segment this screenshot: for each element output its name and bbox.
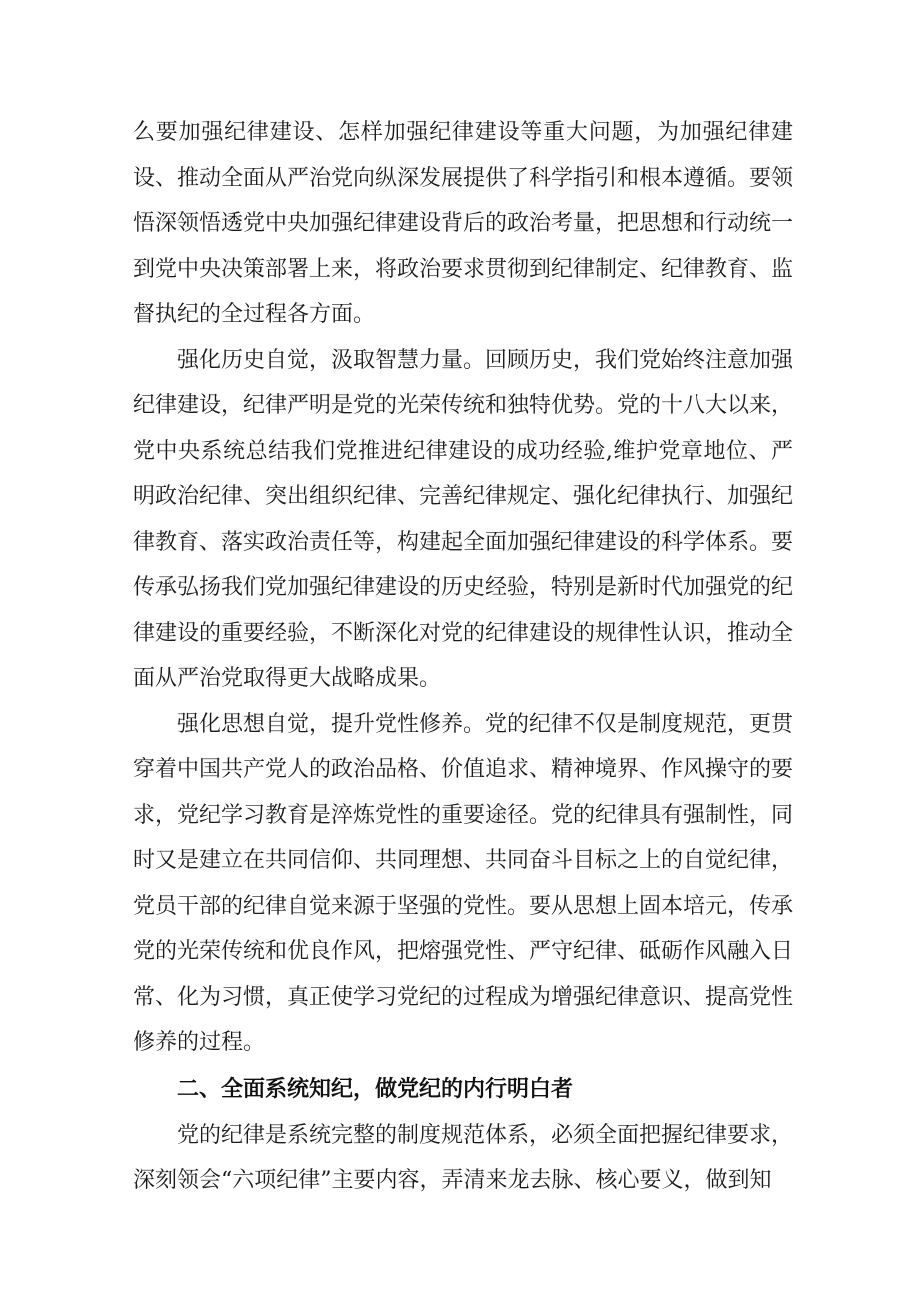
paragraph-ideological-awareness: 强化思想自觉，提升党性修养。党的纪律不仅是制度规范，更贯穿着中国共产党人的政治品格、价值追求、精神境界、作风操守的要求，党纪学习教育是淬炼党性的重要途径。党的纪律具有强制性，同时又是建立在共同信仰、共同理想、共同奋斗目标之上的自觉纪律，党员干部的纪律自觉来源于坚强的党性。要从思想上固本培元，传承党的光荣传统和优良作风，把熔强党性、严守纪律、砥砺作风融入日常、化为习惯，真正使学习党纪的过程成为增强纪律意识、提高党性修养的过程。 [133, 711, 794, 1055]
document-body [133, 110, 793, 1204]
paragraph-history-awareness: 强化历史自觉，汲取智慧力量。回顾历史，我们党始终注意加强纪律建设，纪律严明是党的光荣传统和独特优势。党的十八大以来，党中央系统总结我们党推进纪律建设的成功经验,维护党章地位、严明政治纪律、突出组织纪律、完善纪律规定、强化纪律执行、加强纪律教育、落实政治责任等，构建起全面加强纪律建设的科学体系。要传承弘扬我们党加强纪律建设的历史经验，特别是新时代加强党的纪律建设的重要经验，不断深化对党的纪律建设的规律性认识，推动全面从严治党取得更大战略成果。 [133, 347, 794, 691]
paragraph-discipline-system: 党的纪律是系统完整的制度规范体系，必须全面把握纪律要求，深刻领会“六项纪律”主要内容，弄清来龙去脉、核心要义，做到知 [133, 1122, 794, 1193]
paragraph-continued: 么要加强纪律建设、怎样加强纪律建设等重大问题，为加强纪律建设、推动全面从严治党向纵深发展提供了科学指引和根本遵循。要领悟深领悟透党中央加强纪律建设背后的政治考量，把思想和行动统一到党中央决策部署上来，将政治要求贯彻到纪律制定、纪律教育、监督执纪的全过程各方面。 [133, 120, 794, 327]
section-heading: 二、全面系统知纪，做党纪的内行明白者 [177, 1076, 574, 1102]
